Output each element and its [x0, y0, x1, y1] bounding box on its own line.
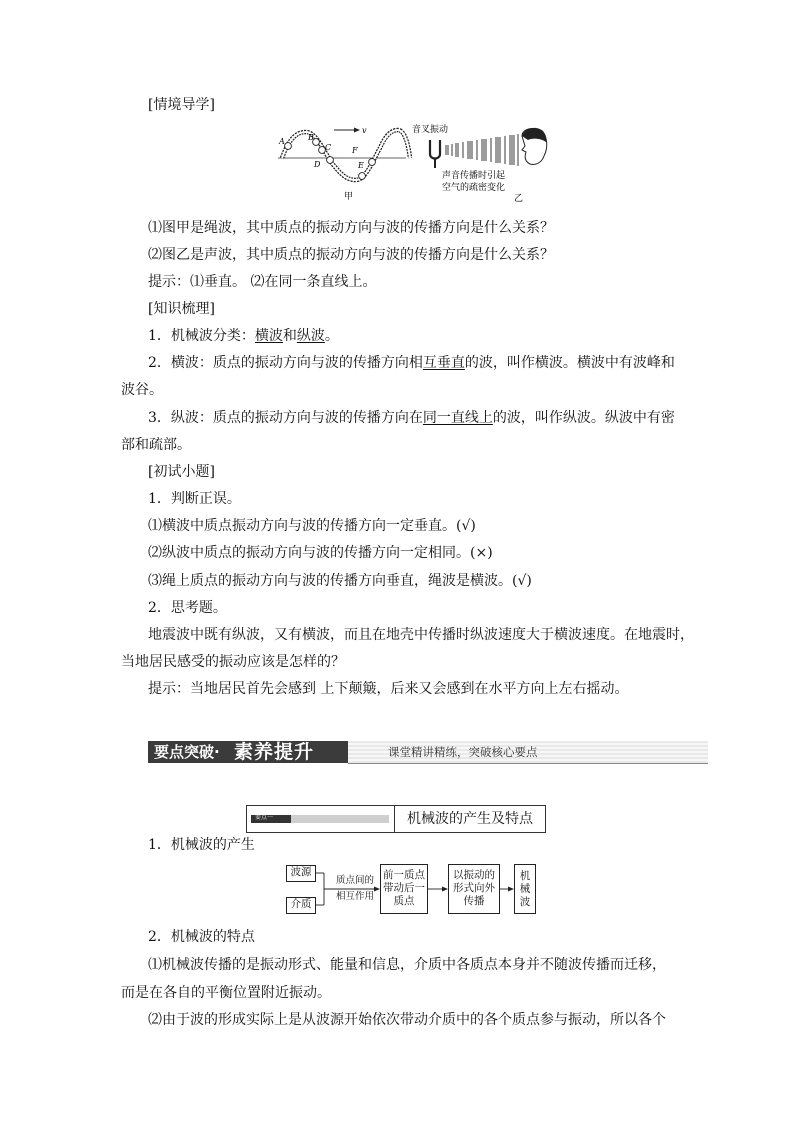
features-heading: 2．机械波的特点: [148, 929, 255, 945]
key-point-title: 机械波的产生及特点: [407, 811, 533, 827]
judgment-3: ⑶绳上质点的振动方向与波的传播方向垂直，绳波是横波。(√): [148, 573, 532, 589]
flow-box-source: 波源: [286, 865, 316, 882]
trial-item-2: 2．思考题。: [148, 600, 227, 616]
sound-note-line2: 空气的疏密变化: [442, 183, 506, 193]
sound-note-line1: 声音传播时引起: [442, 171, 506, 181]
flow-box-medium: 介质: [286, 897, 316, 914]
caption-b: 乙: [514, 194, 524, 204]
question-1: ⑴图甲是绳波，其中质点的振动方向与波的传播方向是什么关系？: [148, 220, 554, 236]
banner-title-b: 素养提升: [234, 741, 315, 763]
scenario-heading: [情境导学]: [148, 97, 215, 113]
key-point-box: [246, 805, 546, 833]
trial-item-1: 1．判断正误。: [148, 491, 241, 507]
think-line-2: 当地居民感受的振动应该是怎样的？: [121, 654, 345, 670]
banner-dark-block: [148, 741, 348, 763]
think-hint: 提示：当地居民首先会感到 上下颠簸，后来又会感到在水平方向上左右摇动。: [148, 681, 629, 697]
question-2: ⑵图乙是声波，其中质点的振动方向与波的传播方向是什么关系？: [148, 247, 554, 263]
label-e: E: [358, 161, 364, 170]
features-p2-line1: ⑵由于波的形成实际上是从波源开始依次带动介质中的各个质点参与振动，所以各个: [148, 1012, 666, 1028]
flow-box-form: 以振动的 形式向外 传播: [448, 864, 500, 914]
knowledge-item-3-cont: 部和疏部。: [121, 437, 191, 453]
flow-box-result: 机 械 波: [514, 864, 536, 914]
interact-line-2: 相互作用: [335, 891, 374, 902]
label-d: D: [314, 160, 321, 169]
key-point-divider: [394, 806, 395, 832]
rope-wave-figure: [276, 118, 416, 202]
knowledge-item-2-cont: 波谷。: [121, 382, 163, 398]
generation-flow-diagram: [286, 862, 546, 916]
flow-arrow-3: [500, 862, 514, 916]
caption-a: 甲: [344, 192, 354, 202]
judgment-1: ⑴横波中质点振动方向与波的传播方向一定垂直。(√): [148, 518, 476, 534]
velocity-label: v: [362, 126, 367, 135]
label-b: B: [308, 133, 314, 142]
label-f: F: [352, 146, 358, 155]
knowledge-item-2: 2．横波：质点的振动方向与波的传播方向相互垂直的波，叫作横波。横波中有波峰和: [148, 355, 675, 371]
trial-heading: [初试小题]: [148, 464, 215, 480]
sound-wave-figure: [410, 122, 560, 204]
label-c: C: [325, 143, 332, 152]
key-point-tag: 要点一: [251, 815, 389, 823]
tuning-fork-label: 音叉振动: [412, 125, 449, 135]
banner-subtitle: 课堂精讲精练，突破核心要点: [388, 745, 538, 759]
interact-line-1: 质点间的: [335, 875, 374, 886]
knowledge-heading: [知识梳理]: [148, 301, 215, 317]
flow-arrow-2: [428, 862, 448, 916]
banner-title-a: 要点突破·: [154, 743, 220, 761]
knowledge-item-1: 1．机械波分类：横波和纵波。: [148, 328, 339, 344]
label-a: A: [279, 137, 285, 146]
section-banner: [148, 741, 708, 765]
knowledge-item-3: 3．纵波：质点的振动方向与波的传播方向在同一直线上的波，叫作纵波。纵波中有密: [148, 410, 675, 426]
scenario-hint: 提示：⑴垂直。 ⑵在同一条直线上。: [148, 274, 377, 290]
features-p1-line2: 而是在各自的平衡位置附近振动。: [121, 985, 331, 1001]
flow-box-drive: 前一质点 带动后一 质点: [380, 864, 428, 914]
judgment-2: ⑵纵波中质点的振动方向与波的传播方向一定相同。(×): [148, 545, 493, 561]
think-line-1: 地震波中既有纵波，又有横波，而且在地壳中传播时纵波速度大于横波速度。在地震时，: [148, 627, 694, 643]
features-p1-line1: ⑴机械波传播的是振动形式、能量和信息，介质中各质点本身并不随波传播而迁移，: [148, 957, 666, 973]
generation-heading: 1．机械波的产生: [148, 837, 255, 853]
